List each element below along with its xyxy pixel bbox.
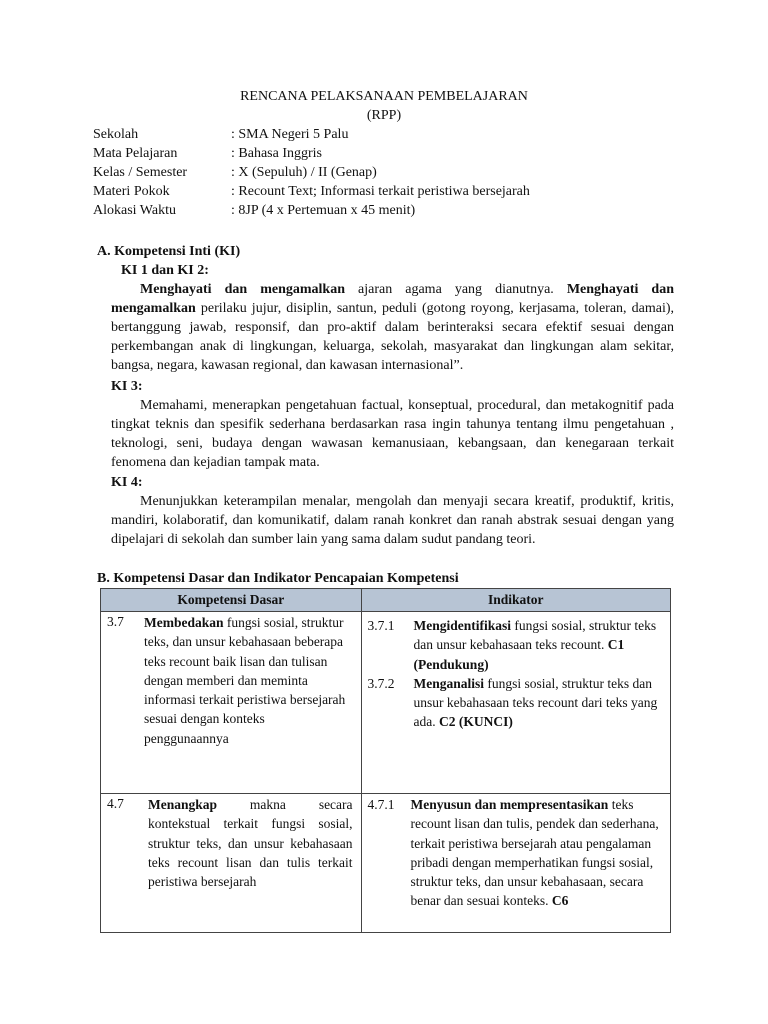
- section-a-heading: A. Kompetensi Inti (KI): [97, 244, 241, 259]
- indicator-number: 3.7.2: [367, 675, 395, 691]
- kd-text: [148, 795, 353, 891]
- kd-description: makna secara kontekstual terkait fungsi sosial, struktur teks, dan unsur kebahasaan teks recount lisan dan tulis terkait peristiwa bersejarah: [148, 797, 353, 890]
- kd-indicator-table: [100, 588, 671, 933]
- ki4-paragraph: [111, 492, 674, 549]
- identity-label: Kelas / Semester: [93, 165, 188, 180]
- table-row: [101, 612, 671, 794]
- identity-value: : Recount Text; Informasi terkait peristiwa bersejarah: [231, 184, 530, 199]
- ki12-text-2: perilaku jujur, disiplin, santun, peduli (gotong royong, kerjasama, toleran, damai), bertanggung jawab, responsif, dan pro-aktif dalam berinteraksi secara efektif sesuai dengan perkembangan anak di lingkungan, keluarga, sekolah, masyarakat dan lingkungan alam sekitar, bangsa, negara, kawasan regional, dan kawasan internasional”.: [111, 301, 674, 373]
- kd-cell: [101, 612, 362, 794]
- identity-label: Alokasi Waktu: [93, 203, 176, 218]
- document-title: RENCANA PELAKSANAAN PEMBELAJARAN: [240, 89, 528, 104]
- identity-row-sekolah: [93, 125, 713, 144]
- indicator-cell: [361, 612, 670, 794]
- column-header-indikator: Indikator: [361, 589, 670, 612]
- kd-number: 3.7: [107, 614, 124, 629]
- indicator-item: [362, 616, 670, 674]
- identity-row-materi-pokok: [93, 182, 713, 201]
- table-header-row: [101, 589, 671, 612]
- kd-cell: [101, 794, 362, 933]
- column-header-kompetensi-dasar: Kompetensi Dasar: [101, 589, 362, 612]
- identity-row-mata-pelajaran: [93, 144, 713, 163]
- ki3-paragraph: [111, 396, 674, 472]
- kd-description: fungsi sosial, struktur teks, dan unsur kebahasaan beberapa teks recount baik lisan dan tulisan dengan memberi dan meminta informasi terkait peristiwa bersejarah sesuai dengan konteks penggunaannya: [144, 615, 346, 746]
- indicator-verb: Mengidentifikasi: [413, 618, 512, 633]
- indicator-description: teks recount lisan dan tulis, pendek dan sederhana, terkait peristiwa bersejarah atau pengalaman pribadi dengan memperhatikan fungsi sosial, struktur teks, dan unsur kebahasaan, secara benar dan sesuai konteks.: [410, 797, 659, 909]
- ki12-text-1: ajaran agama yang dianutnya.: [344, 282, 567, 297]
- indicator-item: [362, 795, 670, 911]
- section-b-heading: B. Kompetensi Dasar dan Indikator Pencapaian Kompetensi: [97, 571, 459, 586]
- ki12-heading: KI 1 dan KI 2:: [121, 263, 209, 278]
- ki3-heading: KI 3:: [111, 379, 143, 394]
- ki3-text: Memahami, menerapkan pengetahuan factual, konseptual, procedural, dan metakognitif pada tingkat teknis dan spesifik sederhana berdasarkan rasa ingin tahunya tentang ilmu pengetahuan , teknologi, seni, budaya dengan wawasan kemanusiaan, kebangsaan, dan kenegaraan terkait fenomena dan kejadian tampak mata.: [111, 398, 674, 470]
- indicator-cell: [361, 794, 670, 933]
- identity-value: : Bahasa Inggris: [231, 146, 322, 161]
- indicator-verb: Menyusun dan mempresentasikan: [410, 797, 609, 812]
- ki12-paragraph: [111, 280, 674, 375]
- indicator-number: 3.7.1: [367, 618, 395, 633]
- identity-row-kelas-semester: [93, 163, 713, 182]
- indicator-description: fungsi sosial, struktur teks dan unsur kebahasaan teks recount dari teks yang ada.: [413, 675, 658, 730]
- kd-number: 4.7: [107, 796, 124, 811]
- indicator-description: fungsi sosial, struktur teks dan unsur kebahasaan teks recount.: [413, 618, 657, 653]
- indicator-level-tag: C1 (Pendukung): [413, 637, 625, 672]
- indicator-level-tag: C2 (KUNCI): [439, 714, 513, 730]
- kd-verb: Menangkap: [148, 797, 218, 812]
- identity-block: [93, 125, 713, 220]
- identity-label: Materi Pokok: [93, 184, 170, 199]
- document-subtitle: (RPP): [366, 108, 402, 123]
- identity-value: : 8JP (4 x Pertemuan x 45 menit): [231, 203, 416, 218]
- identity-label: Mata Pelajaran: [93, 146, 178, 161]
- kd-verb: Membedakan: [144, 615, 224, 630]
- identity-value: : X (Sepuluh) / II (Genap): [231, 165, 377, 180]
- ki12-bold-1: Menghayati dan mengamalkan: [140, 282, 345, 297]
- identity-row-alokasi-waktu: [93, 201, 713, 220]
- indicator-verb: Menganalisi: [413, 675, 485, 691]
- table-row: [101, 794, 671, 933]
- identity-label: Sekolah: [93, 127, 139, 142]
- ki4-heading: KI 4:: [111, 475, 143, 490]
- ki4-text: Menunjukkan keterampilan menalar, mengolah dan menyaji secara kreatif, produktif, kritis, mandiri, kolaboratif, dan komunikatif, dalam ranah konkret dan ranah abstrak sesuai dengan yang dipelajari di sekolah dan sumber lain yang sama dalam sudut pandang teori.: [111, 494, 674, 547]
- indicator-item: [362, 674, 670, 732]
- identity-value: : SMA Negeri 5 Palu: [231, 127, 349, 142]
- indicator-level-tag: C6: [551, 893, 569, 909]
- indicator-number: 4.7.1: [367, 797, 395, 812]
- ki12-bold-2: Menghayati dan mengamalkan: [111, 282, 674, 316]
- kd-text: [144, 613, 353, 748]
